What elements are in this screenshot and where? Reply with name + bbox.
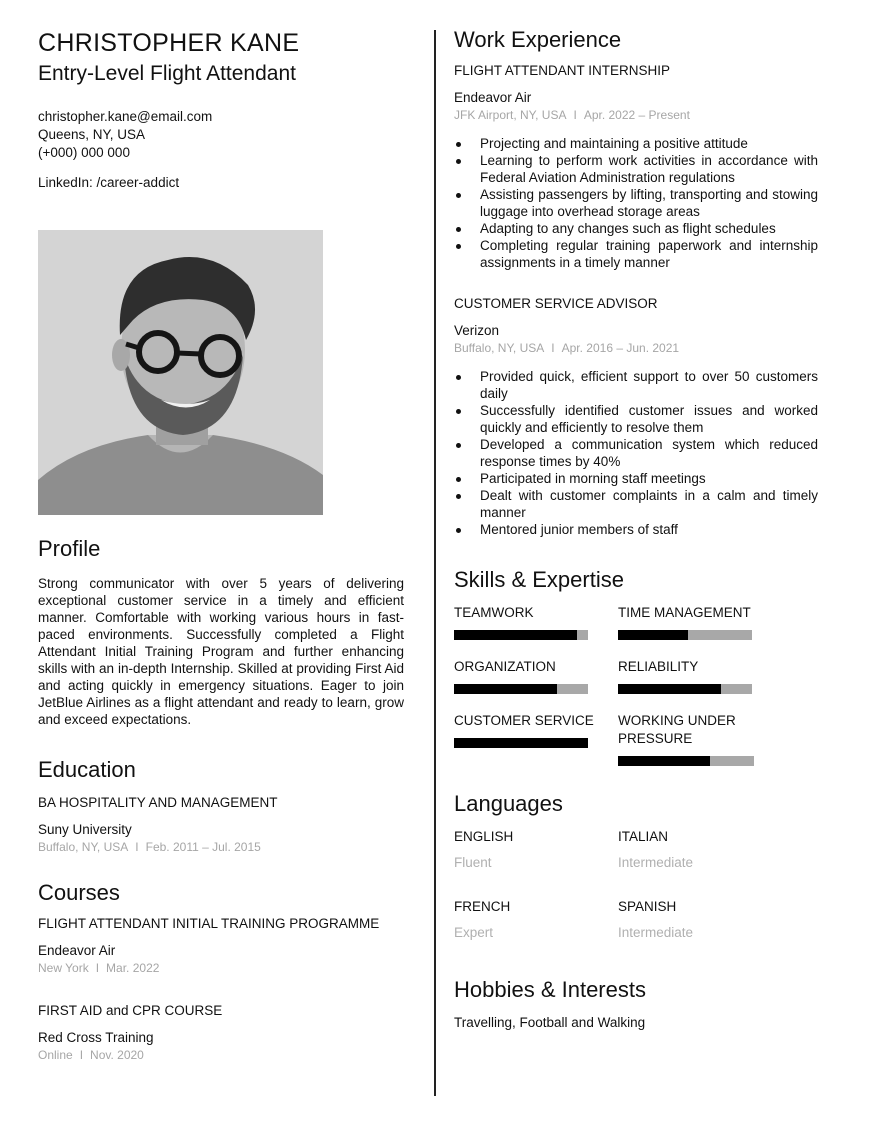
bullet-item: Assisting passengers by lifting, transporting and stowing luggage into overhead storage areas xyxy=(454,186,818,220)
job-entry xyxy=(454,295,818,538)
skill-item xyxy=(618,658,782,694)
course-org: Red Cross Training xyxy=(38,1030,154,1045)
language-name: FRENCH xyxy=(454,899,511,914)
job-place: JFK Airport, NY, USA xyxy=(454,108,567,122)
bullet-item: Projecting and maintaining a positive attitude xyxy=(454,135,818,152)
meta-separator: I xyxy=(135,840,139,854)
skill-label: TEAMWORK xyxy=(454,605,534,620)
job-title: Entry-Level Flight Attendant xyxy=(38,62,296,85)
bullet-item: Successfully identified customer issues and worked quickly and efficiently to resolve them xyxy=(454,402,818,436)
course-date: Mar. 2022 xyxy=(106,961,160,975)
skill-label: RELIABILITY xyxy=(618,659,699,674)
language-level: Fluent xyxy=(454,855,492,870)
profile-heading: Profile xyxy=(38,536,101,561)
language-item xyxy=(618,828,782,872)
skill-bar xyxy=(454,630,588,640)
languages-heading: Languages xyxy=(454,791,563,816)
bullet-item: Learning to perform work activities in accordance with Federal Aviation Administration regulations xyxy=(454,152,818,186)
meta-separator: I xyxy=(573,108,577,122)
language-name: SPANISH xyxy=(618,899,677,914)
language-item xyxy=(618,898,782,942)
course-meta xyxy=(38,960,404,976)
hobbies-section xyxy=(454,976,818,1032)
work-heading: Work Experience xyxy=(454,27,622,52)
skill-bar xyxy=(454,738,588,748)
skills-section xyxy=(454,566,818,766)
languages-section xyxy=(454,790,818,942)
course-place: New York xyxy=(38,961,89,975)
course-org: Endeavor Air xyxy=(38,943,116,958)
profile-photo xyxy=(38,230,323,515)
job-meta xyxy=(454,107,818,123)
course-title: FLIGHT ATTENDANT INITIAL TRAINING PROGRAMME xyxy=(38,916,380,931)
skill-label: WORKING UNDER PRESSURE xyxy=(618,713,736,746)
course-item xyxy=(38,915,404,976)
email[interactable]: christopher.kane@email.com xyxy=(38,109,213,124)
skill-bar-fill xyxy=(454,738,588,748)
skill-bar-fill xyxy=(618,684,721,694)
bullet-item: Developed a communication system which reduced response times by 40% xyxy=(454,436,818,470)
languages-grid xyxy=(454,828,818,942)
school-name: Suny University xyxy=(38,822,132,837)
bullet-item: Participated in morning staff meetings xyxy=(454,470,818,487)
education-place: Buffalo, NY, USA xyxy=(38,840,129,854)
meta-separator: I xyxy=(79,1048,84,1062)
skill-label: TIME MANAGEMENT xyxy=(618,605,751,620)
skill-bar xyxy=(618,630,752,640)
skill-item xyxy=(454,604,618,640)
bullet-item: Provided quick, efficient support to over 50 customers daily xyxy=(454,368,818,402)
skill-bar xyxy=(454,684,588,694)
skill-label: CUSTOMER SERVICE xyxy=(454,713,594,728)
education-meta xyxy=(38,839,404,855)
courses-section xyxy=(38,879,404,1063)
course-date: Nov. 2020 xyxy=(90,1048,144,1062)
job-place: Buffalo, NY, USA xyxy=(454,341,545,355)
skill-bar-fill xyxy=(618,756,710,766)
courses-heading: Courses xyxy=(38,880,120,905)
skill-label: ORGANIZATION xyxy=(454,659,556,674)
skill-bar-fill xyxy=(454,684,557,694)
course-place: Online xyxy=(38,1048,73,1062)
portrait-image xyxy=(38,230,323,515)
skill-item xyxy=(618,604,782,640)
bullet-item: Adapting to any changes such as flight schedules xyxy=(454,220,818,237)
skill-bar-fill xyxy=(618,630,688,640)
linkedin-link[interactable]: LinkedIn: /career-addict xyxy=(38,175,180,190)
bullet-item: Completing regular training paperwork and internship assignments in a timely manner xyxy=(454,237,818,271)
job-dates: Apr. 2022 – Present xyxy=(583,108,690,122)
skill-bar-fill xyxy=(454,630,577,640)
profile-section xyxy=(38,535,404,728)
bullet-item: Mentored junior members of staff xyxy=(454,521,818,538)
candidate-name: CHRISTOPHER KANE xyxy=(38,29,300,57)
meta-separator: I xyxy=(95,961,100,975)
skill-bar xyxy=(618,756,754,766)
education-section xyxy=(38,756,404,855)
job-position: FLIGHT ATTENDANT INTERNSHIP xyxy=(454,63,671,78)
degree-title: BA HOSPITALITY AND MANAGEMENT xyxy=(38,795,278,810)
language-level: Expert xyxy=(454,925,494,940)
job-company: Endeavor Air xyxy=(454,90,532,105)
job-position: CUSTOMER SERVICE ADVISOR xyxy=(454,296,658,311)
job-bullets xyxy=(454,135,818,271)
skills-heading: Skills & Expertise xyxy=(454,567,624,592)
education-heading: Education xyxy=(38,757,136,782)
skill-item xyxy=(618,712,782,766)
course-title: FIRST AID and CPR COURSE xyxy=(38,1003,223,1018)
phone[interactable]: (+000) 000 000 xyxy=(38,145,130,160)
skill-bar xyxy=(618,684,752,694)
profile-summary: Strong communicator with over 5 years of delivering exceptional customer service in a timely and efficient manner. Comfortable with working various hours in fast-paced environments. Successfully completed a Flight Attendant Initial Training Program and further enhancing skills with an in-depth Internship. Skilled at providing First Aid and acting quickly in emergency situations. Eager to join JetBlue Airlines as a flight attendant and ready to learn, grow and exceed expectations. xyxy=(38,576,404,727)
job-entry xyxy=(454,62,818,271)
job-meta xyxy=(454,340,818,356)
language-item xyxy=(454,828,618,872)
job-bullets xyxy=(454,368,818,538)
meta-separator: I xyxy=(551,341,555,355)
hobbies-heading: Hobbies & Interests xyxy=(454,977,646,1002)
course-item xyxy=(38,1002,404,1063)
skill-item xyxy=(454,658,618,694)
right-column xyxy=(454,26,818,1032)
education-dates: Feb. 2011 – Jul. 2015 xyxy=(145,840,261,854)
language-name: ENGLISH xyxy=(454,829,514,844)
language-item xyxy=(454,898,618,942)
skill-item xyxy=(454,712,618,766)
language-level: Intermediate xyxy=(618,925,694,940)
job-dates: Apr. 2016 – Jun. 2021 xyxy=(561,341,680,355)
left-column xyxy=(38,28,404,1063)
column-divider xyxy=(434,30,436,1096)
bullet-item: Dealt with customer complaints in a calm and timely manner xyxy=(454,487,818,521)
location: Queens, NY, USA xyxy=(38,127,146,142)
skills-grid xyxy=(454,604,818,766)
language-name: ITALIAN xyxy=(618,829,669,844)
job-company: Verizon xyxy=(454,323,500,338)
language-level: Intermediate xyxy=(618,855,694,870)
hobbies-text: Travelling, Football and Walking xyxy=(454,1015,646,1030)
contact-info xyxy=(38,108,404,162)
course-meta xyxy=(38,1047,404,1063)
